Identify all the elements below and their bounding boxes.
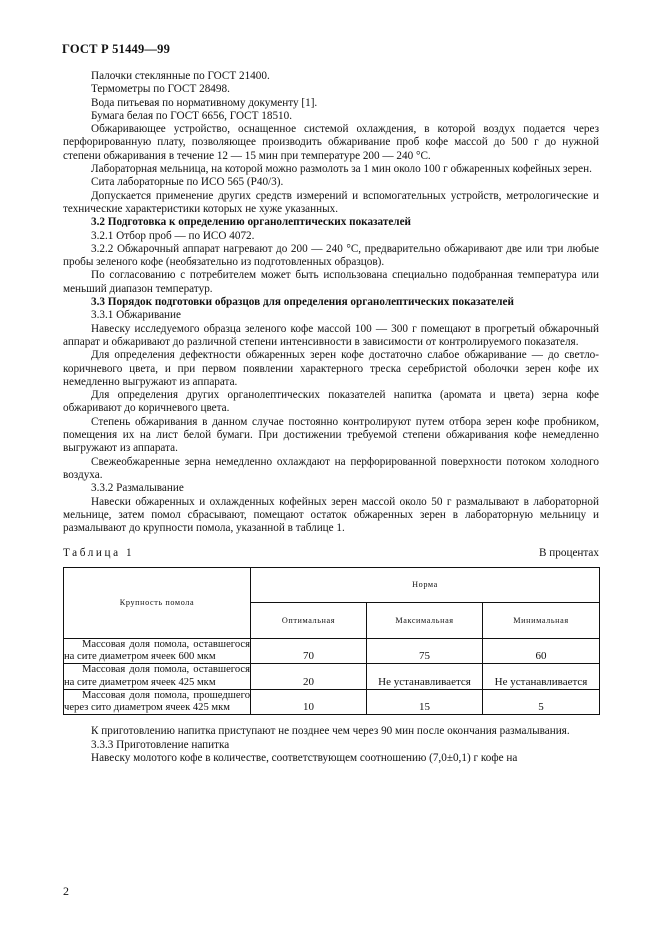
grind-size-table	[63, 567, 600, 716]
section-heading: 3.3 Порядок подготовки образцов для определения органолептических показателей	[91, 296, 514, 309]
value-minimal: Не устанавливается	[483, 664, 600, 690]
paragraph: Степень обжаривания в данном случае постоянно контролируют путем отбора зерен кофе пробником, помещения их на лист белой бумаги. При достижении требуемой степени обжаривания кофе немедленно выгружают из аппарата.	[63, 415, 599, 455]
value-optimal: 70	[251, 638, 367, 664]
body-text-top	[63, 70, 599, 535]
paragraph: Лабораторная мельница, на которой можно размолоть за 1 мин около 100 г обжаренных кофейных зерен.	[91, 163, 592, 176]
value-minimal: 60	[483, 638, 600, 664]
header-grind-size: Крупность помола	[64, 567, 251, 638]
header-norm: Норма	[251, 567, 600, 603]
table-row	[64, 638, 600, 664]
table-caption: Таблица 1	[63, 547, 135, 560]
paragraph: Для определения дефектности обжаренных зерен кофе достаточно слабое обжаривание — до светло-коричневого цвета, и при первом появлении характерного треска серебристой оболочки зерен кофе их немедленно выгружают из аппарата.	[63, 349, 599, 388]
value-maximal: 75	[367, 638, 483, 664]
paragraph: Навеску молотого кофе в количестве, соответствующем соотношению (7,0±0,1) г кофе на	[91, 752, 518, 765]
header-optimal: Оптимальная	[251, 603, 367, 639]
page-content	[63, 70, 599, 765]
paragraph: Термометры по ГОСТ 28498.	[91, 83, 230, 96]
section-heading: 3.2 Подготовка к определению органолептических показателей	[91, 216, 411, 229]
table-units: В процентах	[539, 547, 599, 560]
value-optimal: 20	[251, 664, 367, 690]
row-name: Массовая доля помола, оставшегося на сите диаметром ячеек 425 мкм	[64, 664, 250, 688]
paragraph: Для определения других органолептических показателей напитка (аромата и цвета) зерна кофе обжаривают до коричневого цвета.	[63, 389, 599, 415]
paragraph: Допускается применение других средств измерений и вспомогательных устройств, метрологические и технические характеристики которых не хуже указанных.	[63, 189, 599, 215]
value-maximal: Не устанавливается	[367, 664, 483, 690]
page-number: 2	[63, 884, 69, 898]
paragraph: Обжаривающее устройство, оснащенное системой охлаждения, в которой воздух подается через перфорированную плату, позволяющее производить обжаривание проб кофе массой до 500 г до нужной степени обжаривания в течение 12 — 15 мин при температуре 200 — 240 °С.	[63, 123, 599, 162]
header-maximal: Максимальная	[367, 603, 483, 639]
paragraph: Сита лабораторные по ИСО 565 (Р40/3).	[91, 176, 284, 189]
paragraph: По согласованию с потребителем может быть использована специально подобранная температура или меньший диапазон температур.	[63, 269, 599, 295]
paragraph: 3.2.1 Отбор проб — по ИСО 4072.	[91, 229, 255, 242]
row-name: Массовая доля помола, оставшегося на сите диаметром ячеек 600 мкм	[64, 638, 250, 662]
paragraph: Бумага белая по ГОСТ 6656, ГОСТ 18510.	[91, 109, 293, 122]
paragraph: 3.3.1 Обжаривание	[91, 309, 181, 322]
paragraph: Палочки стеклянные по ГОСТ 21400.	[91, 70, 270, 82]
paragraph: Вода питьевая по нормативному документу [1].	[91, 96, 318, 109]
value-optimal: 10	[251, 689, 367, 715]
value-maximal: 15	[367, 689, 483, 715]
paragraph: Навески обжаренных и охлажденных кофейных зерен массой около 50 г размалывают в лабораторной мельнице, затем помол сбрасывают, помещают остаток обжаренных зерен в лабораторную мельницу и размалывают до крупности помола, указанной в таблице 1.	[63, 495, 599, 535]
paragraph: Свежеобжаренные зерна немедленно охлаждают на перфорированной поверхности потоком холодного воздуха.	[63, 455, 599, 481]
paragraph: 3.2.2 Обжарочный аппарат нагревают до 200 — 240 °С, предварительно обжаривают две или три любые пробы зеленого кофе (необязательно из подготовленных образцов).	[63, 242, 599, 269]
standard-header: ГОСТ Р 51449—99	[62, 42, 171, 56]
row-name: Массовая доля помола, прошедшего через сито диаметром ячеек 425 мкм	[64, 689, 250, 714]
paragraph: 3.3.3 Приготовление напитка	[91, 738, 230, 751]
header-minimal: Минимальная	[483, 603, 600, 639]
paragraph: 3.3.2 Размалывание	[91, 482, 184, 495]
body-text-bottom	[63, 725, 599, 765]
table-caption-row	[63, 547, 599, 560]
paragraph: Навеску исследуемого образца зеленого кофе массой 100 — 300 г помещают в прогретый обжарочный аппарат и обжаривают до различной степени интенсивности в зависимости от контролируемого показателя.	[63, 322, 599, 348]
paragraph: К приготовлению напитка приступают не позднее чем через 90 мин после окончания размалывания.	[91, 725, 570, 738]
value-minimal: 5	[483, 689, 600, 715]
table-row	[64, 689, 600, 715]
table-row	[64, 664, 600, 690]
